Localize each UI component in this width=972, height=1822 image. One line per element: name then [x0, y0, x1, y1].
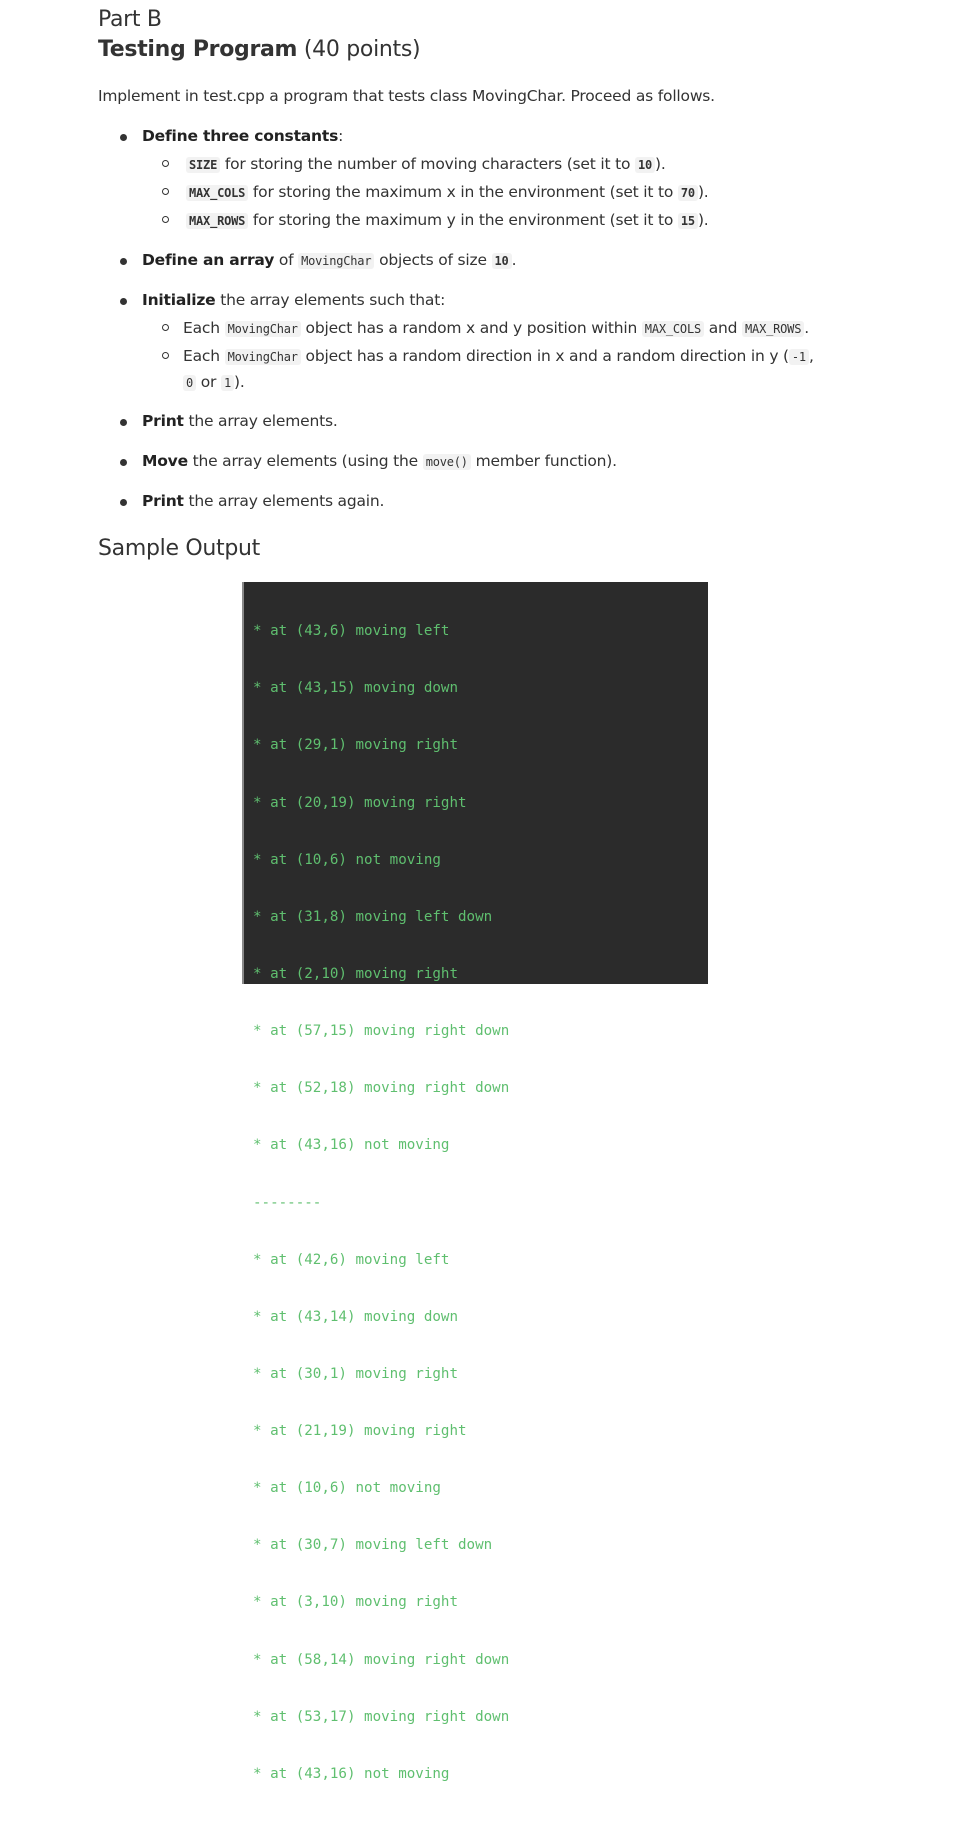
sub-pre: Each — [183, 319, 225, 337]
intro-text: Implement in test.cpp a program that tests class MovingChar. Proceed as follows. — [98, 87, 715, 105]
sub-desc: object has a random x and y position within — [300, 319, 642, 337]
terminal-line: * at (29,1) moving right — [253, 737, 458, 754]
sub-pre: Each — [183, 347, 225, 365]
circle-bullet-icon — [162, 188, 169, 195]
sub-end: ). — [655, 155, 666, 173]
code-size: SIZE — [186, 157, 220, 173]
code-movingchar: MovingChar — [225, 321, 301, 337]
bullet-icon — [120, 419, 127, 426]
code-zero: 0 — [183, 375, 196, 391]
section-title-bold: Testing Program — [98, 37, 298, 62]
terminal-line: * at (3,10) moving right — [253, 1594, 458, 1611]
step-text: of — [274, 251, 299, 269]
terminal-line: * at (43,16) not moving — [253, 1137, 450, 1154]
points-label: (40 points) — [303, 37, 421, 62]
sub-desc: for storing the maximum y in the environment (set it to — [248, 211, 678, 229]
code-minus-one: -1 — [789, 349, 809, 365]
terminal-line: * at (10,6) not moving — [253, 851, 441, 868]
sample-output-title: Sample Output — [98, 536, 261, 561]
sample-output-terminal — [242, 582, 708, 1782]
sub-end: . — [804, 319, 809, 337]
step-end: . — [511, 251, 517, 269]
step-text: the array elements. — [183, 412, 338, 430]
sub-end: ). — [233, 373, 245, 391]
sub-desc: for storing the number of moving characters (set it to — [220, 155, 635, 173]
terminal-line: * at (42,6) moving left — [253, 1251, 450, 1268]
terminal-separator: -------- — [253, 1194, 322, 1211]
terminal-line: * at (43,16) not moving — [253, 1765, 450, 1782]
code-value: 15 — [678, 213, 698, 229]
sub-or: or — [196, 373, 221, 391]
code-one: 1 — [221, 375, 234, 391]
step-end: member function). — [470, 452, 617, 470]
terminal-lines — [253, 584, 509, 1822]
terminal-line: * at (43,15) moving down — [253, 680, 458, 697]
code-movingchar: MovingChar — [225, 349, 301, 365]
terminal-line: * at (43,14) moving down — [253, 1308, 458, 1325]
sub-end: ). — [697, 183, 709, 201]
circle-bullet-icon — [162, 352, 169, 359]
terminal-line: * at (2,10) moving right — [253, 965, 458, 982]
bullet-icon — [120, 298, 127, 305]
step-bold: Move — [142, 452, 188, 470]
step-bold: Print — [142, 412, 184, 430]
code-max-rows: MAX_ROWS — [186, 213, 248, 229]
terminal-line: * at (57,15) moving right down — [253, 1023, 510, 1040]
sub-text — [186, 211, 709, 229]
sub-text-cont — [183, 373, 245, 391]
step-text: objects of size — [374, 251, 492, 269]
circle-bullet-icon — [162, 324, 169, 331]
code-movingchar: MovingChar — [298, 253, 374, 269]
circle-bullet-icon — [162, 216, 169, 223]
sub-end: ). — [697, 211, 709, 229]
terminal-line: * at (21,19) moving right — [253, 1423, 467, 1440]
terminal-line: * at (31,8) moving left down — [253, 908, 493, 925]
terminal-line: * at (20,19) moving right — [253, 794, 467, 811]
code-value: 70 — [678, 185, 698, 201]
bullet-icon — [120, 258, 127, 265]
terminal-line: * at (30,1) moving right — [253, 1365, 458, 1382]
code-move: move() — [423, 454, 471, 470]
bullet-icon — [120, 459, 127, 466]
code-max-cols: MAX_COLS — [186, 185, 248, 201]
step-text: the array elements (using the — [187, 452, 423, 470]
step-text: the array elements such that: — [215, 291, 446, 309]
step-bold: Define an array — [142, 251, 275, 269]
sub-text — [186, 155, 666, 173]
sub-desc: object has a random direction in x and a random direction in y ( — [300, 347, 789, 365]
sub-text — [183, 347, 814, 365]
sub-and: and — [704, 319, 743, 337]
code-value: 10 — [492, 253, 512, 269]
bullet-icon — [120, 134, 127, 141]
sub-desc: for storing the maximum x in the environment (set it to — [248, 183, 678, 201]
step-bold: Initialize — [142, 291, 216, 309]
terminal-line: * at (52,18) moving right down — [253, 1080, 510, 1097]
step-bold: Print — [142, 492, 184, 510]
sub-text — [183, 319, 809, 337]
code-max-rows: MAX_ROWS — [742, 321, 804, 337]
terminal-line: * at (30,7) moving left down — [253, 1537, 493, 1554]
terminal-line: * at (58,14) moving right down — [253, 1651, 510, 1668]
section-title — [98, 37, 420, 62]
sub-comma: , — [808, 347, 814, 365]
terminal-line: * at (10,6) not moving — [253, 1480, 441, 1497]
bullet-icon — [120, 499, 127, 506]
step-text: : — [338, 127, 344, 145]
code-max-cols: MAX_COLS — [642, 321, 704, 337]
terminal-line: * at (43,6) moving left — [253, 623, 450, 640]
terminal-line: * at (53,17) moving right down — [253, 1708, 510, 1725]
code-value: 10 — [635, 157, 655, 173]
step-bold: Define three constants — [142, 127, 339, 145]
step-text: the array elements again. — [183, 492, 385, 510]
sub-text — [186, 183, 709, 201]
part-label: Part B — [98, 7, 162, 32]
circle-bullet-icon — [162, 160, 169, 167]
